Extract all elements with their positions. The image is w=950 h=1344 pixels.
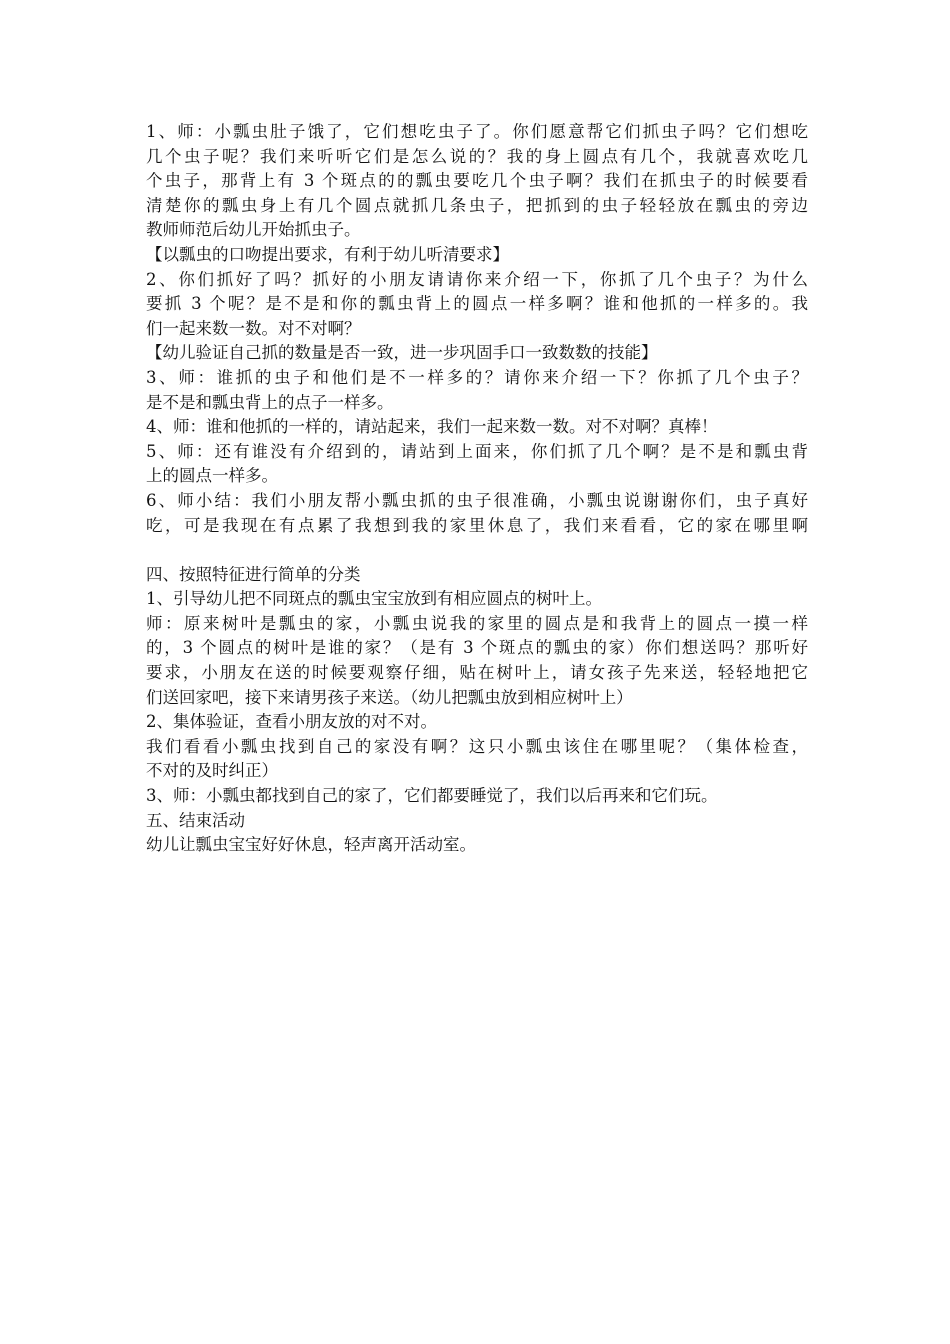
text-line: 6、师小结：我们小朋友帮小瓢虫抓的虫子很准确，小瓢虫说谢谢你们，虫子真好 [146,490,808,510]
text-line: 的，3 个圆点的树叶是谁的家？（是有 3 个斑点的瓢虫的家）你们想送吗？那听好 [146,638,808,658]
text-line: 四、按照特征进行简单的分类 [146,564,361,584]
document-body [146,120,808,858]
text-line: 吃，可是我现在有点累了我想到我的家里休息了，我们来看看，它的家在哪里啊 [146,515,808,535]
text-line: 我们看看小瓢虫找到自己的家没有啊？这只小瓢虫该住在哪里呢？（集体检查， [146,736,808,756]
text-line: 2、集体验证，查看小朋友放的对不对。 [146,712,437,732]
text-line: 1、引导幼儿把不同斑点的瓢虫宝宝放到有相应圆点的树叶上。 [146,589,602,609]
text-line: 要抓 3 个呢？是不是和你的瓢虫背上的圆点一样多啊？谁和他抓的一样多的。我 [146,294,808,314]
text-line: 们一起来数一数。对不对啊？ [146,318,361,338]
text-line: 上的圆点一样多。 [146,466,278,486]
text-line: 们送回家吧，接下来请男孩子来送。（幼儿把瓢虫放到相应树叶上） [146,687,633,707]
text-line: 1、师：小瓢虫肚子饿了，它们想吃虫子了。你们愿意帮它们抓虫子吗？它们想吃 [146,122,808,141]
text-line: 几个虫子呢？我们来听听它们是怎么说的？我的身上圆点有几个，我就喜欢吃几 [146,146,808,166]
text-line: 幼儿让瓢虫宝宝好好休息，轻声离开活动室。 [146,835,476,855]
text-line: 是不是和瓢虫背上的点子一样多。 [146,392,394,412]
text-line: 清楚你的瓢虫身上有几个圆点就抓几条虫子，把抓到的虫子轻轻放在瓢虫的旁边 [146,195,808,215]
text-line: 4、师：谁和他抓的一样的，请站起来，我们一起来数一数。对不对啊？真棒！ [146,417,718,437]
text-line: 个虫子，那背上有 3 个斑点的的瓢虫要吃几个虫子啊？我们在抓虫子的时候要看 [146,171,808,191]
text-line: 2、你们抓好了吗？抓好的小朋友请请你来介绍一下，你抓了几个虫子？为什么 [146,269,808,289]
text-line: 【幼儿验证自己抓的数量是否一致，进一步巩固手口一致数数的技能】 [146,343,658,363]
text-line: 3、师：谁抓的虫子和他们是不一样多的？请你来介绍一下？你抓了几个虫子？ [146,367,808,387]
text-line: 不对的及时纠正） [146,761,278,781]
text-line: 师：原来树叶是瓢虫的家，小瓢虫说我的家里的圆点是和我背上的圆点一摸一样 [146,613,808,633]
text-line: 【以瓢虫的口吻提出要求，有利于幼儿听清要求】 [146,244,509,264]
text-line: 要求，小朋友在送的时候要观察仔细，贴在树叶上，请女孩子先来送，轻轻地把它 [146,663,808,683]
blank-line [146,538,808,563]
text-line: 5、师：还有谁没有介绍到的，请站到上面来，你们抓了几个啊？是不是和瓢虫背 [146,441,808,461]
text-line: 五、结束活动 [146,810,245,830]
text-line: 教师师范后幼儿开始抓虫子。 [146,220,361,240]
text-line: 3、师：小瓢虫都找到自己的家了，它们都要睡觉了，我们以后再来和它们玩。 [146,786,718,806]
